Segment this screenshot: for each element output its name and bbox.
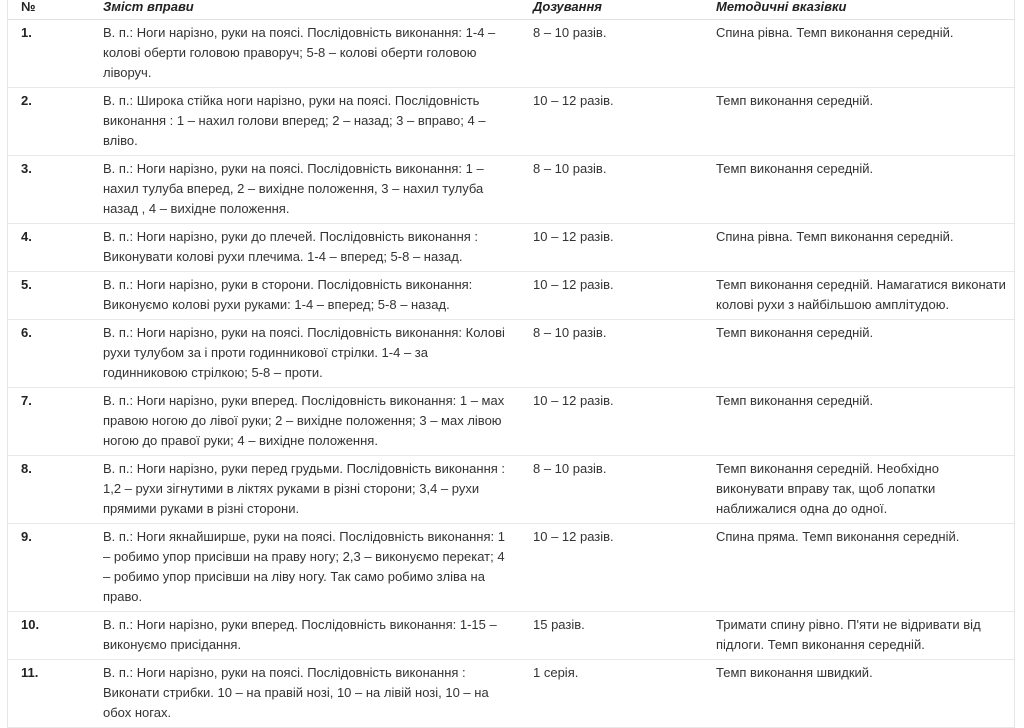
exercise-dosage: 8 – 10 разів.: [532, 456, 716, 524]
row-number: 7.: [8, 388, 103, 456]
exercise-notes: Темп виконання середній.: [716, 320, 1014, 388]
exercise-table: [8, 0, 1014, 728]
exercise-content: В. п.: Ноги нарізно, руки вперед. Послідовність виконання: 1 – мах правою ногою до лівої руки; 2 – вихідне положення; 3 – мах лівою ногою до правої руки; 4 – вихідне положення.: [103, 388, 532, 456]
table-row: [8, 156, 1014, 224]
row-number: 5.: [8, 272, 103, 320]
exercise-dosage: 15 разів.: [532, 612, 716, 660]
exercise-dosage: 10 – 12 разів.: [532, 524, 716, 612]
exercise-dosage: 10 – 12 разів.: [532, 272, 716, 320]
exercise-dosage: 10 – 12 разів.: [532, 388, 716, 456]
row-number: 6.: [8, 320, 103, 388]
exercise-notes: Темп виконання середній.: [716, 88, 1014, 156]
exercise-content: В. п.: Ноги нарізно, руки перед грудьми. Послідовність виконання : 1,2 – рухи зігнутими в ліктях руками в різні сторони; 3,4 – рухи прямими руками в різні сторони.: [103, 456, 532, 524]
exercise-notes: Темп виконання середній. Необхідно виконувати вправу так, щоб лопатки наближалися одна до одної.: [716, 456, 1014, 524]
header-dosage: Дозування: [532, 0, 716, 20]
row-number: 2.: [8, 88, 103, 156]
row-number: 8.: [8, 456, 103, 524]
row-number: 1.: [8, 20, 103, 88]
table-row: [8, 20, 1014, 88]
exercise-notes: Темп виконання швидкий.: [716, 660, 1014, 728]
exercise-content: В. п.: Ноги нарізно, руки на поясі. Послідовність виконання: Колові рухи тулубом за і проти годинникової стрілки. 1-4 – за годинниковою стрілкою; 5-8 – проти.: [103, 320, 532, 388]
exercise-content: В. п.: Ноги нарізно, руки на поясі. Послідовність виконання: 1-4 – колові оберти головою праворуч; 5-8 – колові оберти головою ліворуч.: [103, 20, 532, 88]
header-row: [8, 0, 1014, 20]
exercise-content: В. п.: Ноги якнайширше, руки на поясі. Послідовність виконання: 1 – робимо упор присівши на праву ногу; 2,3 – виконуємо перекат; 4 – робимо упор присівши на ліву ногу. Так само робимо зліва на право.: [103, 524, 532, 612]
row-number: 10.: [8, 612, 103, 660]
header-number: №: [8, 0, 103, 20]
table-row: [8, 660, 1014, 728]
header-notes: Методичні вказівки: [716, 0, 1014, 20]
table-row: [8, 272, 1014, 320]
table-row: [8, 88, 1014, 156]
exercise-notes: Тримати спину рівно. П'яти не відривати від підлоги. Темп виконання середній.: [716, 612, 1014, 660]
table-row: [8, 456, 1014, 524]
exercise-notes: Спина рівна. Темп виконання середній.: [716, 224, 1014, 272]
exercise-notes: Спина рівна. Темп виконання середній.: [716, 20, 1014, 88]
exercise-content: В. п.: Ноги нарізно, руки вперед. Послідовність виконання: 1-15 – виконуємо присідання.: [103, 612, 532, 660]
exercise-content: В. п.: Ноги нарізно, руки до плечей. Послідовність виконання : Виконувати колові рухи плечима. 1-4 – вперед; 5-8 – назад.: [103, 224, 532, 272]
exercise-content: В. п.: Ноги нарізно, руки на поясі. Послідовність виконання: 1 – нахил тулуба вперед, 2 – вихідне положення, 3 – нахил тулуба назад , 4 – вихідне положення.: [103, 156, 532, 224]
row-number: 4.: [8, 224, 103, 272]
exercise-dosage: 8 – 10 разів.: [532, 156, 716, 224]
exercise-content: В. п.: Широка стійка ноги нарізно, руки на поясі. Послідовність виконання : 1 – нахил голови вперед; 2 – назад; 3 – вправо; 4 – вліво.: [103, 88, 532, 156]
exercise-table-container: [7, 0, 1015, 728]
table-row: [8, 224, 1014, 272]
table-body: [8, 20, 1014, 728]
table-row: [8, 388, 1014, 456]
exercise-dosage: 8 – 10 разів.: [532, 20, 716, 88]
exercise-notes: Темп виконання середній.: [716, 156, 1014, 224]
table-header: [8, 0, 1014, 20]
exercise-notes: Темп виконання середній. Намагатися виконати колові рухи з найбільшою амплітудою.: [716, 272, 1014, 320]
exercise-notes: Спина пряма. Темп виконання середній.: [716, 524, 1014, 612]
row-number: 3.: [8, 156, 103, 224]
exercise-content: В. п.: Ноги нарізно, руки на поясі. Послідовність виконання : Виконати стрибки. 10 – на правій нозі, 10 – на лівій нозі, 10 – на обох ногах.: [103, 660, 532, 728]
exercise-content: В. п.: Ноги нарізно, руки в сторони. Послідовність виконання: Виконуємо колові рухи руками: 1-4 – вперед; 5-8 – назад.: [103, 272, 532, 320]
row-number: 9.: [8, 524, 103, 612]
exercise-dosage: 8 – 10 разів.: [532, 320, 716, 388]
exercise-dosage: 10 – 12 разів.: [532, 88, 716, 156]
exercise-dosage: 10 – 12 разів.: [532, 224, 716, 272]
table-row: [8, 612, 1014, 660]
exercise-dosage: 1 серія.: [532, 660, 716, 728]
row-number: 11.: [8, 660, 103, 728]
table-row: [8, 524, 1014, 612]
exercise-notes: Темп виконання середній.: [716, 388, 1014, 456]
header-content: Зміст вправи: [103, 0, 532, 20]
table-row: [8, 320, 1014, 388]
